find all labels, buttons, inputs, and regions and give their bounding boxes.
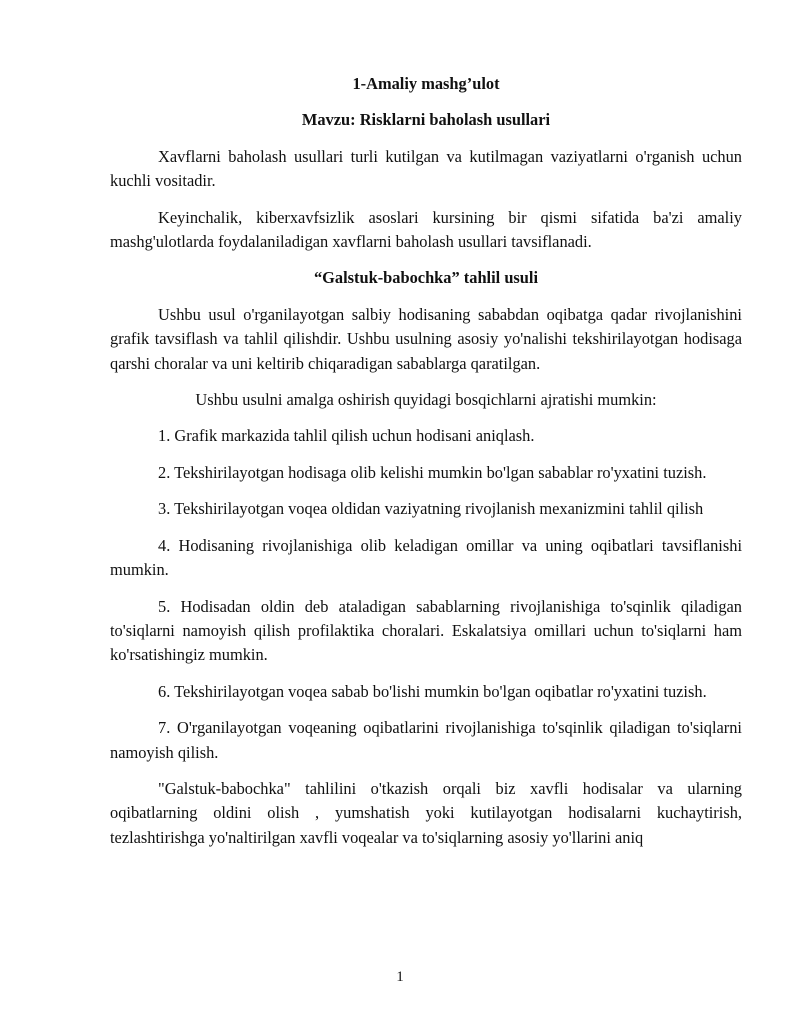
section-paragraph: Ushbu usul o'rganilayotgan salbiy hodisaning sababdan oqibatga qadar rivojlanishini grafik tavsiflash va tahlil qilishdir. Ushbu usulning asosiy yo'nalishi tekshirilayotgan hodisaga qarshi choralar va uni keltirib chiqaradigan sabablarga qaratilgan. xyxy=(110,304,742,373)
step-item: 3. Tekshirilayotgan voqea oldidan vaziyatning rivojlanish mexanizmini tahlil qilish xyxy=(158,499,704,519)
intro-paragraph: Keyinchalik, kiberxavfsizlik asoslari kursining bir qismi sifatida ba'zi amaliy mashg'ulotlarda foydalaniladigan xavflarni baholash usullari tavsiflanadi. xyxy=(110,207,742,252)
step-item: 1. Grafik markazida tahlil qilish uchun hodisani aniqlash. xyxy=(158,426,535,446)
step-item: 7. O'rganilayotgan voqeaning oqibatlarini rivojlanishiga to'sqinlik qiladigan to'siqlarni namoyish qilish. xyxy=(110,718,742,762)
step-item: 4. Hodisaning rivojlanishiga olib keladigan omillar va uning oqibatlari tavsiflanishi mumkin. xyxy=(110,535,742,580)
document-title: 1-Amaliy mashg’ulot xyxy=(352,74,500,93)
closing-paragraph: "Galstuk-babochka" tahlilini o'tkazish orqali biz xavfli hodisalar va ularning oqibatlarning oldini olish , yumshatish yoki kutilayotgan hodisalarni kuchaytirish, tezlashtirishga yo'naltirilgan xavfli voqealar va to'siqlarning asosiy yo'llarini aniq xyxy=(110,778,742,847)
section-heading: “Galstuk-babochka” tahlil usuli xyxy=(313,268,539,288)
document-page xyxy=(110,72,742,850)
intro-paragraph: Xavflarni baholash usullari turli kutilgan va kutilmagan vaziyatlarni o'rganish uchun kuchli vositadir. xyxy=(110,146,742,191)
step-item: 5. Hodisadan oldin deb ataladigan sabablarning rivojlanishiga to'sqinlik qiladigan to'siqlarni namoyish qilish profilaktika choralari. Eskalatsiya omillari uchun to'siqlarni ham ko'rsatishingiz mumkin. xyxy=(110,596,742,665)
topic-heading: Mavzu: Risklarni baholash usullari xyxy=(301,110,551,130)
steps-intro: Ushbu usulni amalga oshirish quyidagi bosqichlarni ajratishi mumkin: xyxy=(195,390,657,410)
step-item: 6. Tekshirilayotgan voqea sabab bo'lishi mumkin bo'lgan oqibatlar ro'yxatini tuzish. xyxy=(158,681,707,701)
page-number: 1 xyxy=(396,969,404,985)
step-item: 2. Tekshirilayotgan hodisaga olib kelishi mumkin bo'lgan sabablar ro'yxatini tuzish. xyxy=(158,462,707,482)
